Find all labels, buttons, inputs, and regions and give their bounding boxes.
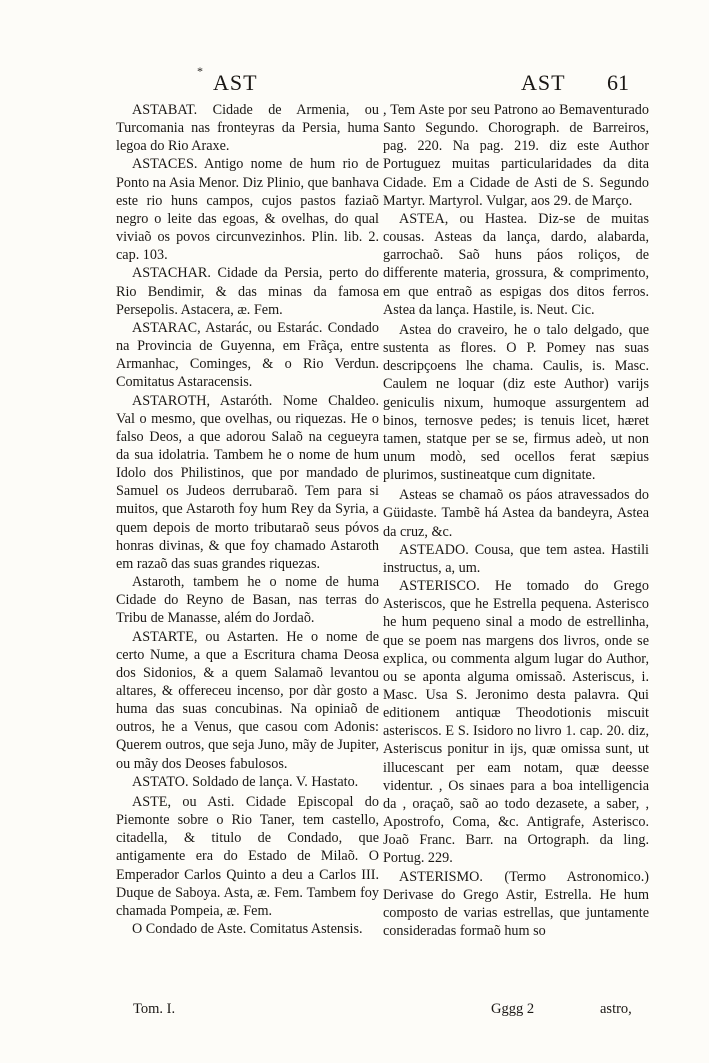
entry-astaroth: ASTAROTH, Astaróth. Nome Chaldeo. Val o mesmo, que ovelhas, ou riquezas. He o falso Deos, a que adorou Salaõ na cegueyra da sua idolatria. Tambem he o nome de hum Idolo dos Philistinos, que por mandado de Samuel os Judeos derrubaraõ. Tem para si muitos, que Astaroth foy hum Rey da Syria, a quem depois de morto tributaraõ seus póvos honras divinas, & que foy chamado Astaroth em razaõ das suas grandes riquezas. xyxy=(116,392,379,572)
entry-aste-continued: , Tem Aste por seu Patrono ao Bemaventurado Santo Segundo. Chorograph. de Barreiros, pag. 220. Na pag. 219. diz este Author Portuguez muitas particularidades da dita Cidade. Em a Cidade de Asti de S. Segundo Martyr. Martyrol. Vulgar, aos 29. de Março. xyxy=(383,102,649,209)
entry-astea: ASTEA, ou Hastea. Diz-se de muitas cousas. Asteas da lança, dardo, alabarda, garrochaõ. Saõ huns páos roliços, de differente materia, grossura, & comprimento, em que entraõ as espigas dos ditos ferros. Astea da lança. Hastile, is. Neut. Cic. xyxy=(383,210,649,318)
right-column xyxy=(383,101,649,940)
page-number: 61 xyxy=(607,70,629,95)
right-running-head: AST xyxy=(521,70,566,95)
entry-astarac: ASTARAC, Astarác, ou Estarác. Condado na Provincia de Guyenna, em Frãça, entre Armanhac, Cominges, & o Rio Verdun. Comitatus Astaracensis. xyxy=(116,319,379,391)
left-running-head: AST xyxy=(213,70,258,95)
printer-mark: * xyxy=(197,64,203,78)
entry-asterismo: ASTERISMO. (Termo Astronomico.) Derivase do Grego Astir, Estrella. He hum composto de varias estrellas, que juntamente consideradas formaõ hum so xyxy=(383,868,649,940)
entry-aste: ASTE, ou Asti. Cidade Episcopal do Piemonte sobre o Rio Taner, tem castello, citadella, & titulo de Condado, que antigamente era do Estado de Milaõ. O Emperador Carlos Quinto a deu a Carlos III. Duque de Saboya. Asta, æ. Fem. Tambem foy chamada Pompeia, æ. Fem. xyxy=(116,793,379,919)
entry-astaroth-city: Astaroth, tambem he o nome de huma Cidade do Reyno de Basan, nas terras do Tribu de Manasse, além do Jordaõ. xyxy=(116,574,379,627)
left-column xyxy=(116,101,379,938)
entry-astabat: ASTABAT. Cidade de Armenia, ou Turcomania nas fronteyras da Persia, huma legoa do Rio Araxe. xyxy=(116,102,379,155)
entry-asteas-guidaste: Asteas se chamaõ os páos atravessados do Güidaste. Tambẽ há Astea da bandeyra, Astea da cruz, &c. xyxy=(383,487,649,540)
volume-footer: Tom. I. xyxy=(133,1001,176,1017)
catchword: astro, xyxy=(600,1001,632,1017)
entry-astachar: ASTACHAR. Cidade da Persia, perto do Rio Bendimir, & das minas da famosa Persepolis. Astacera, æ. Fem. xyxy=(116,265,379,318)
entry-condado-de-aste: O Condado de Aste. Comitatus Astensis. xyxy=(132,921,363,938)
entry-asterisco: ASTERISCO. He tomado do Grego Asteriscos, que he Estrella pequena. Asterisco he hum pequeno sinal a modo de estrellinha, que se poem nas margens dos livros, onde se explica, ou commenta algum lugar do Author, ou se aponta alguma omissaõ. Asteriscus, i. Masc. Usa S. Jeronimo desta palavra. Qui editionem antiquæ Theodotionis miscuit asteriscos. E S. Isidoro no livro 1. cap. 20. diz, Asteriscus ponitur in ijs, quæ omissa sunt, ut illucescant per eam notam, quæ deesse videntur. , Os sinaes para a boa intelligencia da , oraçaõ, saõ ao todo dezasete, a saber, , Apostrofo, Coma, &c. Antigrafe, Asterisco. Joaõ Franc. Barr. na Ortograph. da ling. Portug. 229. xyxy=(383,578,649,867)
entry-astaces: ASTACES. Antigo nome de hum rio de Ponto na Asia Menor. Diz Plinio, que banhava este rio huns campos, cujos pastos faziaõ negro o leite das egoas, & ovelhas, do qual viviaõ os povos circunvezinhos. Plin. lib. 2. cap. 103. xyxy=(116,156,379,264)
entry-astarte: ASTARTE, ou Astarten. He o nome de certo Nume, a que a Escritura chama Deosa dos Sidonios, & a quem Salamaõ levantou altares, & offereceu incenso, por dàr gosto a huma das suas concubinas. Na opiniaõ de outros, he a Venus, que casou com Adonis: Querem outros, que seja Juno, mãy de Jupiter, ou mãy dos Deoses fabulosos. xyxy=(116,628,379,772)
signature-mark: Gggg 2 xyxy=(491,1001,535,1017)
entry-astato: ASTATO. Soldado de lança. V. Hastato. xyxy=(132,773,359,790)
entry-astea-craveiro: Astea do craveiro, he o talo delgado, que sustenta as flores. O P. Pomey nas suas descripçoens lhe chama. Caulis, is. Masc. Caulem ne loquar (diz este Author) varijs geniculis nixum, humoque assurgentem ad binos, ternosve pedes; is tenuis licet, hæret tamen, statque per se se, firmus adeò, ut non unum modò, sed ocellos ferat sæpius plurimos, sustineatque cum dignitate. xyxy=(383,321,649,484)
entry-asteado: ASTEADO. Cousa, que tem astea. Hastili instructus, a, um. xyxy=(383,541,649,576)
